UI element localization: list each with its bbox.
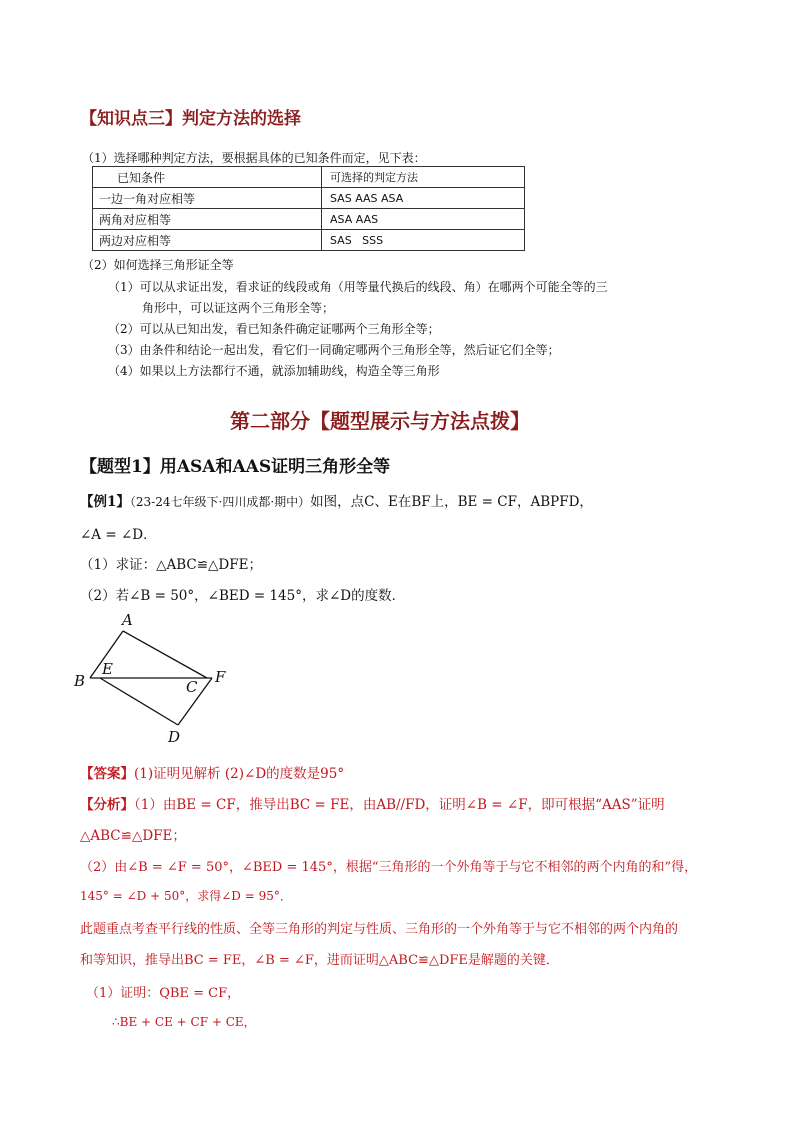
analysis-line-3: （2）由∠B = ∠F = 50°，∠BED = 145°，根据“三角形的一个外角等于与它不相邻的两个内角的和”得，	[80, 860, 698, 875]
table-cell: SAS SSS	[322, 230, 525, 251]
example-statement: 如图，点C、E在BF上，BE = CF，ABPFD，	[310, 494, 593, 510]
analysis-paragraph-1: 此题重点考查平行线的性质、全等三角形的判定与性质、三角形的一个外角等于与它不相邻的两个内角的	[80, 922, 679, 937]
table-cell: ASA AAS	[322, 209, 525, 230]
type-heading: 【题型1】用ASA和AAS证明三角形全等	[80, 457, 391, 477]
part-title: 第二部分【题型展示与方法点拨】	[230, 409, 530, 433]
analysis-line-4: 145° = ∠D + 50°，求得∠D = 95°．	[80, 889, 292, 903]
knowledge-item-1: （1）选择哪种判定方法，要根据具体的已知条件而定，见下表：	[82, 151, 426, 165]
triangle-figure	[70, 610, 240, 750]
question-1: （1）求证：△ABC≌△DFE；	[80, 557, 262, 573]
segment-ac	[123, 631, 207, 678]
table-cell: 一边一角对应相等	[93, 188, 322, 209]
table-header-row	[93, 167, 525, 188]
example-line-1	[80, 490, 593, 510]
method-3: （3）由条件和结论一起出发，看它们一同确定哪两个三角形全等，然后证它们全等；	[108, 343, 560, 357]
table-header: 可选择的判定方法	[322, 167, 525, 188]
analysis-text-1: （1）由BE = CF，推导出BC = FE，由AB//FD，证明∠B = ∠F，即可根据“AAS”证明	[134, 797, 665, 813]
table-row	[93, 230, 525, 251]
example-label: 【例1】	[80, 494, 130, 510]
table-cell: SAS AAS ASA	[322, 188, 525, 209]
question-2: （2）若∠B = 50°，∠BED = 145°，求∠D的度数．	[80, 588, 406, 604]
criteria-table	[92, 166, 525, 251]
example-source: （23-24七年级下·四川成都·期中）	[129, 495, 311, 509]
analysis-paragraph-2: 和等知识，推导出BC = FE，∠B = ∠F，进而证明△ABC≌△DFE是解题的关键．	[80, 953, 559, 968]
method-4: （4）如果以上方法都行不通，就添加辅助线，构造全等三角形	[108, 364, 440, 378]
label-b: B	[74, 672, 86, 690]
table-cell: 两角对应相等	[93, 209, 322, 230]
answer-line	[80, 762, 344, 782]
label-e: E	[102, 660, 113, 678]
method-1b: 角形中，可以证这两个三角形全等；	[142, 301, 335, 315]
proof-line-1: （1）证明：QBE = CF，	[86, 986, 241, 1001]
label-a: A	[122, 611, 133, 629]
label-c: C	[186, 678, 198, 696]
analysis-line-2: △ABC≌△DFE；	[80, 828, 186, 844]
label-f: F	[215, 668, 226, 686]
example-line-2: ∠A = ∠D．	[80, 527, 157, 543]
answer-label: 【答案】	[80, 766, 134, 782]
method-2: （2）可以从已知出发，看已知条件确定证哪两个三角形全等；	[108, 322, 440, 336]
proof-line-2: ∴BE + CE + CF + CE，	[112, 1015, 256, 1029]
segment-ed	[100, 678, 178, 725]
knowledge-item-2: （2）如何选择三角形证全等	[82, 258, 234, 272]
method-1a: （1）可以从求证出发，看求证的线段或角（用等量代换后的线段、角）在哪两个可能全等的三	[108, 280, 608, 294]
table-header: 已知条件	[93, 167, 322, 188]
knowledge-heading: 【知识点三】判定方法的选择	[80, 109, 301, 129]
analysis-line-1	[80, 793, 665, 813]
table-row	[93, 188, 525, 209]
table-cell: 两边对应相等	[93, 230, 322, 251]
table-row	[93, 209, 525, 230]
answer-text: (1)证明见解析 (2)∠D的度数是95°	[134, 766, 345, 782]
label-d: D	[168, 728, 181, 746]
analysis-label: 【分析】	[80, 797, 134, 813]
